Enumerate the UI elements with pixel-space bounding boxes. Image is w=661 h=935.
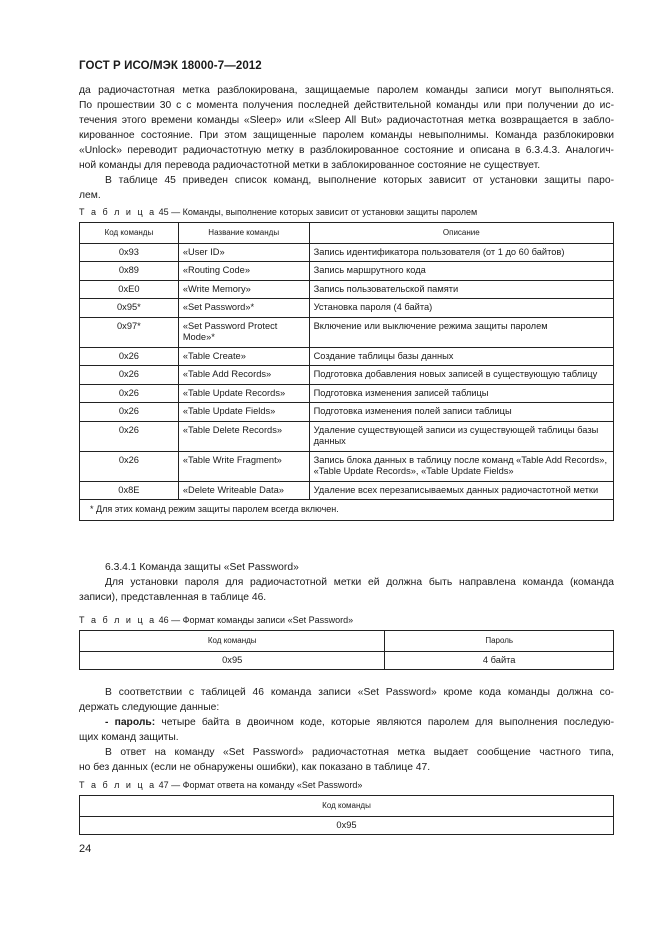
cell-code: 0x95 <box>80 651 385 670</box>
cell-code: 0x26 <box>80 384 179 403</box>
table-row <box>80 243 614 262</box>
cell-desc: Создание таблицы базы данных <box>309 347 613 366</box>
cell-desc: Запись идентификатора пользователя (от 1 до 60 байтов) <box>309 243 613 262</box>
table-row <box>80 651 614 670</box>
table-47 <box>79 795 614 835</box>
text-line: В соответствии с таблицей 46 команда записи «Set Password» кроме кода команды должна со- <box>105 687 614 698</box>
table-header-row <box>80 223 614 244</box>
text-line: лем. <box>79 190 101 201</box>
intro-paragraph <box>79 83 614 203</box>
cell-name: «Write Memory» <box>178 280 309 299</box>
col-header-name: Название команды <box>178 223 309 244</box>
cell-desc: Запись блока данных в таблицу после команд «Table Add Records», «Table Update Records», «Table Update Fields» <box>309 451 613 481</box>
cell-name: «Set Password Protect Mode»* <box>178 317 309 347</box>
text-line: По прошествии 30 с с момента получения последней действительной команды или при получении до ис- <box>79 100 614 111</box>
cell-code: 0x26 <box>80 347 179 366</box>
cell-desc: Запись пользовательской памяти <box>309 280 613 299</box>
table-row <box>80 347 614 366</box>
table-45 <box>79 222 614 521</box>
cell-desc: Включение или выключение режима защиты паролем <box>309 317 613 347</box>
text-line: В таблице 45 приведен список команд, выполнение которых зависит от установки защиты паро- <box>105 175 614 186</box>
cell-desc: Подготовка изменения записей таблицы <box>309 384 613 403</box>
cell-code: 0x26 <box>80 366 179 385</box>
cell-code: 0x95* <box>80 299 179 318</box>
cell-name: «User ID» <box>178 243 309 262</box>
cell-name: «Delete Writeable Data» <box>178 481 309 500</box>
text-line: но без данных (если не обнаружены ошибки), как показано в таблице 47. <box>79 762 431 773</box>
table-footnote-row <box>80 500 614 521</box>
cell-name: «Routing Code» <box>178 262 309 281</box>
cell-code: 0x89 <box>80 262 179 281</box>
col-header-desc: Описание <box>309 223 613 244</box>
col-header-code: Код команды <box>80 796 614 817</box>
cell-desc: Подготовка добавления новых записей в существующую таблицу <box>309 366 613 385</box>
cell-name: «Table Delete Records» <box>178 421 309 451</box>
table-footnote: * Для этих команд режим защиты паролем всегда включен. <box>80 500 614 521</box>
cell-code: 0x93 <box>80 243 179 262</box>
table-row <box>80 299 614 318</box>
table-row <box>80 262 614 281</box>
table-row <box>80 403 614 422</box>
section-6341 <box>79 560 614 605</box>
document-header: ГОСТ Р ИСО/МЭК 18000-7—2012 <box>79 60 262 72</box>
section-title: 6.3.4.1 Команда защиты «Set Password» <box>105 562 299 573</box>
cell-code: 0x8E <box>80 481 179 500</box>
text-line: кированное состояние. При этом защищенные паролем команды невыполнимы. Команда разблокировки <box>79 130 614 141</box>
table-row <box>80 451 614 481</box>
table-header-row <box>80 796 614 817</box>
bullet-line: - пароль: четыре байта в двоичном коде, которые являются паролем для выполнения последую- <box>105 717 614 728</box>
text-line: ной команды для перевода радиочастотной метки в заблокированное состояние не существует. <box>79 160 541 171</box>
text-line: да радиочастотная метка разблокирована, защищаемые паролем команды записи могут выполняться. <box>79 85 614 96</box>
cell-code: 0x97* <box>80 317 179 347</box>
cell-desc: Подготовка изменения полей записи таблицы <box>309 403 613 422</box>
col-header-password: Пароль <box>385 631 614 652</box>
col-header-code: Код команды <box>80 631 385 652</box>
cell-password: 4 байта <box>385 651 614 670</box>
cell-name: «Table Update Records» <box>178 384 309 403</box>
text-line: записи), представленная в таблице 46. <box>79 592 267 603</box>
text-line: Для установки пароля для радиочастотной метки ей должна быть направлена команда (команда <box>105 577 614 588</box>
table-46 <box>79 630 614 670</box>
text-line: «Unlock» переводит радиочастотную метку в разблокированное состояние и описана в 6.3.4.3. Аналогич- <box>79 145 614 156</box>
table-row <box>80 384 614 403</box>
page-number: 24 <box>79 843 92 855</box>
table-row <box>80 366 614 385</box>
cell-name: «Table Write Fragment» <box>178 451 309 481</box>
table45-caption: Т а б л и ц а 45 — Команды, выполнение которых зависит от установки защиты паролем <box>79 207 478 217</box>
cell-name: «Table Create» <box>178 347 309 366</box>
table-row <box>80 280 614 299</box>
cell-desc: Удаление существующей записи из существующей таблицы базы данных <box>309 421 613 451</box>
cell-code: 0xE0 <box>80 280 179 299</box>
text-line: держать следующие данные: <box>79 702 220 713</box>
cell-name: «Table Add Records» <box>178 366 309 385</box>
after-table46 <box>79 685 614 775</box>
text-line: щих команд защиты. <box>79 732 179 743</box>
table47-caption: Т а б л и ц а 47 — Формат ответа на команду «Set Password» <box>79 780 363 790</box>
table-row <box>80 421 614 451</box>
table-row <box>80 317 614 347</box>
cell-name: «Set Password»* <box>178 299 309 318</box>
table46-caption: Т а б л и ц а 46 — Формат команды записи «Set Password» <box>79 615 354 625</box>
table-header-row <box>80 631 614 652</box>
text-line: В ответ на команду «Set Password» радиочастотная метка выдает сообщение частного типа, <box>105 747 614 758</box>
cell-code: 0x26 <box>80 451 179 481</box>
table-row <box>80 481 614 500</box>
cell-code: 0x26 <box>80 421 179 451</box>
text-line: течения этого времени команды «Sleep» или «Sleep All But» радиочастотная метка возвращается в забло- <box>79 115 614 126</box>
cell-code: 0x26 <box>80 403 179 422</box>
table-row <box>80 816 614 835</box>
cell-code: 0x95 <box>80 816 614 835</box>
cell-desc: Запись маршрутного кода <box>309 262 613 281</box>
cell-desc: Удаление всех перезаписываемых данных радиочастотной метки <box>309 481 613 500</box>
cell-name: «Table Update Fields» <box>178 403 309 422</box>
cell-desc: Установка пароля (4 байта) <box>309 299 613 318</box>
col-header-code: Код команды <box>80 223 179 244</box>
bullet-label: - пароль: <box>105 717 156 728</box>
